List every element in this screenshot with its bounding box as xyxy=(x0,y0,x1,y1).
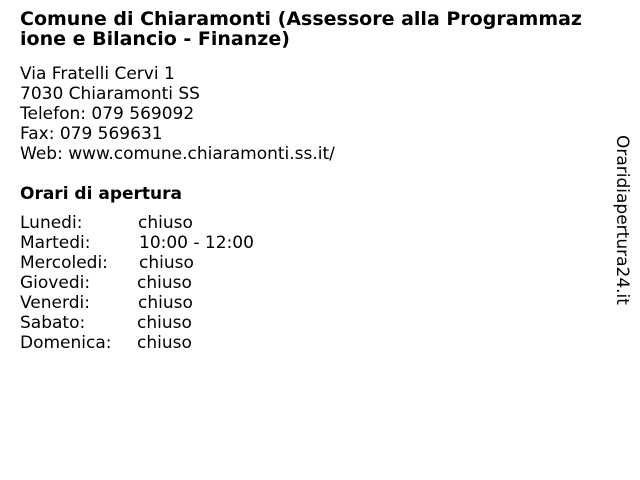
day-label: Domenica: xyxy=(20,333,112,353)
opening-hours-heading: Orari di apertura xyxy=(20,184,182,204)
phone-number: Telefon: 079 569092 xyxy=(20,104,195,124)
day-label: Sabato: xyxy=(20,313,86,333)
day-label: Martedi: xyxy=(20,233,91,253)
day-label: Venerdi: xyxy=(20,293,90,313)
city-address: 7030 Chiaramonti SS xyxy=(20,84,200,104)
hours-value: chiuso xyxy=(138,293,193,313)
website-line: Web: www.comune.chiaramonti.ss.it/ xyxy=(20,144,335,164)
day-label: Giovedi: xyxy=(20,273,91,293)
hours-value: chiuso xyxy=(137,313,192,333)
day-label: Lunedi: xyxy=(20,213,83,233)
page-title xyxy=(20,8,582,50)
hours-value: chiuso xyxy=(137,273,192,293)
street-address: Via Fratelli Cervi 1 xyxy=(20,64,175,84)
hours-value: chiuso xyxy=(138,213,193,233)
page-title-line-2: ione e Bilancio - Finanze) xyxy=(20,28,290,50)
day-label: Mercoledi: xyxy=(20,253,108,273)
site-watermark: Oraridiapertura24.it xyxy=(612,135,632,305)
address-block xyxy=(20,64,335,164)
page-title-line-1: Comune di Chiaramonti (Assessore alla Programmaz xyxy=(20,8,582,30)
fax-number: Fax: 079 569631 xyxy=(20,124,163,144)
hours-value: 10:00 - 12:00 xyxy=(139,233,254,253)
hours-value: chiuso xyxy=(137,333,192,353)
hours-value: chiuso xyxy=(139,253,194,273)
